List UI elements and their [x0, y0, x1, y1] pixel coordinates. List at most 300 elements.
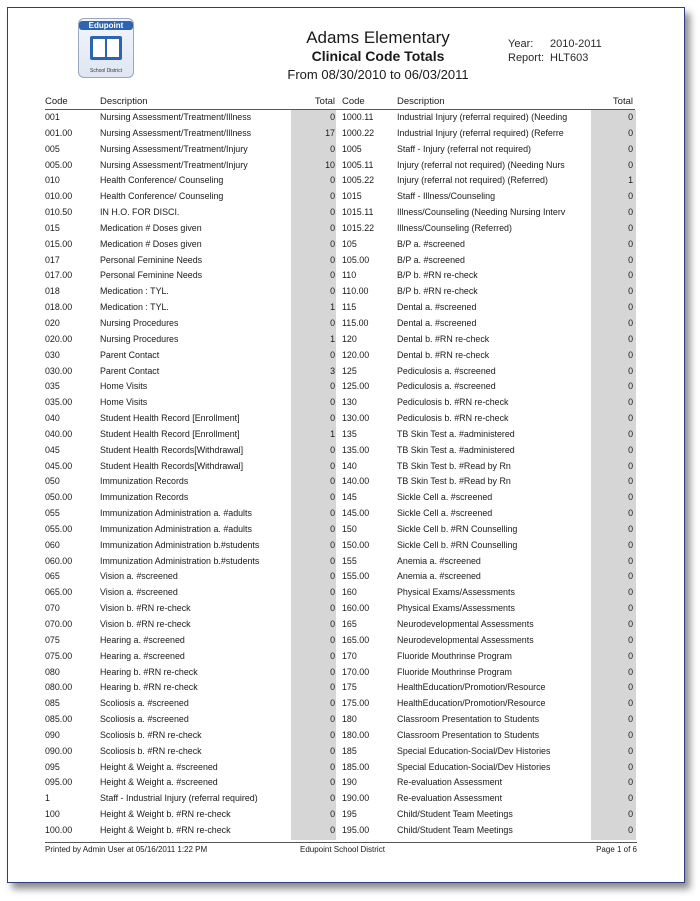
row-code: 050.00: [45, 492, 73, 503]
row-description-2: Anemia a. #screened: [397, 555, 481, 566]
row-total-2: 0: [628, 809, 633, 820]
row-total-2: 0: [628, 587, 633, 598]
row-total: 0: [330, 492, 335, 503]
row-description-2: HealthEducation/Promotion/Resource: [397, 698, 546, 709]
row-total-2: 0: [628, 476, 633, 487]
row-total: 10: [325, 159, 335, 170]
row-total: 0: [330, 650, 335, 661]
table-row: [45, 253, 635, 269]
row-description: Parent Contact: [100, 365, 160, 376]
row-description-2: Fluoride Mouthrinse Program: [397, 666, 512, 677]
row-code: 055: [45, 508, 60, 519]
table-row: [45, 126, 635, 142]
row-description-2: TB Skin Test b. #Read by Rn: [397, 460, 511, 471]
table-row: [45, 506, 635, 522]
row-total-2: 0: [628, 317, 633, 328]
table-row: [45, 379, 635, 395]
row-code: 010.00: [45, 191, 73, 202]
row-code-2: 165: [342, 619, 357, 629]
row-total: 0: [330, 413, 335, 424]
row-description: Hearing a. #screened: [100, 650, 185, 661]
row-description-2: TB Skin Test b. #Read by Rn: [397, 476, 511, 487]
table-row: [45, 142, 635, 158]
table-row: [45, 696, 635, 712]
row-code: 095: [45, 761, 60, 772]
row-code-2: 115: [342, 302, 357, 313]
row-code-2: 170: [342, 650, 357, 661]
row-code-2: 145: [342, 492, 357, 503]
row-total: 0: [330, 761, 335, 772]
row-code: 100.00: [45, 824, 73, 835]
table-row: [45, 459, 635, 475]
row-code: 010.50: [45, 207, 73, 218]
row-description-2: Anemia a. #screened: [397, 571, 481, 582]
row-description: Immunization Administration b.#students: [100, 539, 260, 550]
row-total-2: 0: [628, 571, 633, 582]
table-row: [45, 316, 635, 332]
table-row: [45, 712, 635, 728]
row-code-2: 1015.22: [342, 222, 375, 233]
table-row: [45, 474, 635, 490]
table-row: [45, 665, 635, 681]
row-code: 045.00: [45, 460, 73, 471]
row-description-2: Injury (referral not required) (Needing Nurs: [397, 159, 565, 170]
row-description: Scoliosis b. #RN re-check: [100, 745, 202, 756]
row-total: 0: [330, 286, 335, 297]
row-description-2: Special Education-Social/Dev Histories: [397, 761, 551, 772]
table-row: [45, 237, 635, 253]
edupoint-logo: [78, 18, 134, 78]
row-description: Nursing Assessment/Treatment/Illness: [100, 127, 252, 138]
table-row: [45, 268, 635, 284]
row-description-2: Neurodevelopmental Assessments: [397, 619, 534, 629]
row-description: Height & Weight b. #RN re-check: [100, 809, 231, 820]
row-code-2: 125.00: [342, 381, 370, 392]
row-description-2: B/P b. #RN re-check: [397, 286, 478, 297]
row-total-2: 0: [628, 286, 633, 297]
row-total-2: 0: [628, 381, 633, 392]
printed-by: Printed by Admin User at 05/16/2011 1:22 PM: [45, 845, 208, 854]
row-description: Nursing Assessment/Treatment/Injury: [100, 143, 248, 154]
row-total: 1: [330, 428, 335, 439]
row-total-2: 0: [628, 222, 633, 233]
row-total-2: 0: [628, 523, 633, 534]
row-code-2: 160: [342, 587, 357, 598]
row-description: Student Health Record [Enrollment]: [100, 428, 240, 439]
row-description-2: Industrial Injury (referral required) (Referre: [397, 127, 564, 138]
row-total: 0: [330, 539, 335, 550]
row-total-2: 0: [628, 539, 633, 550]
date-range: From 08/30/2010 to 06/03/2011: [287, 67, 469, 82]
row-code: 075.00: [45, 650, 73, 661]
row-description: Hearing b. #RN re-check: [100, 666, 198, 677]
row-description-2: Special Education-Social/Dev Histories: [397, 745, 551, 756]
row-code-2: 120: [342, 333, 357, 344]
row-total: 0: [330, 222, 335, 233]
row-code: 070: [45, 603, 60, 614]
row-total: 0: [330, 112, 335, 122]
row-code: 090: [45, 729, 60, 740]
row-description: Medication : TYL.: [100, 286, 169, 297]
row-description: Home Visits: [100, 381, 148, 392]
row-code: 040: [45, 413, 60, 424]
row-code-2: 1000.11: [342, 112, 374, 122]
row-total: 0: [330, 238, 335, 249]
row-description-2: Pediculosis b. #RN re-check: [397, 397, 509, 408]
table-row: [45, 807, 635, 823]
row-description-2: Dental a. #screened: [397, 317, 477, 328]
row-total-2: 0: [628, 428, 633, 439]
row-total: 0: [330, 587, 335, 598]
row-total-2: 0: [628, 349, 633, 360]
row-total: 0: [330, 714, 335, 725]
row-total-2: 0: [628, 333, 633, 344]
row-total-2: 0: [628, 698, 633, 709]
row-total: 0: [330, 476, 335, 487]
row-description-2: B/P a. #screened: [397, 254, 465, 265]
table-row: [45, 348, 635, 364]
row-description: Student Health Records[Withdrawal]: [100, 444, 244, 455]
row-total-2: 0: [628, 191, 633, 202]
row-total: 0: [330, 254, 335, 265]
row-total: 0: [330, 175, 335, 186]
row-description: Immunization Records: [100, 476, 189, 487]
row-total-2: 0: [628, 112, 633, 122]
row-code-2: 180: [342, 714, 357, 725]
row-total-2: 0: [628, 397, 633, 408]
table-row: [45, 395, 635, 411]
table-row: [45, 633, 635, 649]
row-total: 0: [330, 793, 335, 804]
row-description: Scoliosis b. #RN re-check: [100, 729, 202, 740]
table-row: [45, 443, 635, 459]
row-total-2: 0: [628, 159, 633, 170]
row-code: 100: [45, 809, 60, 820]
row-total: 0: [330, 508, 335, 519]
row-total-2: 0: [628, 793, 633, 804]
report-title: Clinical Code Totals: [311, 48, 445, 64]
row-description: Student Health Records[Withdrawal]: [100, 460, 244, 471]
row-description: Parent Contact: [100, 349, 160, 360]
row-description: Medication : TYL.: [100, 302, 169, 313]
row-code-2: 125: [342, 365, 357, 376]
row-code-2: 135: [342, 428, 357, 439]
row-code-2: 1005.11: [342, 159, 374, 170]
row-code: 040.00: [45, 428, 73, 439]
table-row: [45, 110, 635, 126]
row-description-2: Illness/Counseling (Referred): [397, 222, 512, 233]
table-row: [45, 173, 635, 189]
row-total-2: 0: [628, 270, 633, 281]
column-header-code: Code: [45, 96, 68, 107]
row-code: 030.00: [45, 365, 73, 376]
row-description: Nursing Procedures: [100, 317, 179, 328]
row-code-2: 180.00: [342, 729, 370, 740]
page-number: Page 1 of 6: [596, 845, 637, 854]
row-description: Medication # Doses given: [100, 238, 202, 249]
row-total: 0: [330, 666, 335, 677]
row-total-2: 0: [628, 238, 633, 249]
row-total: 0: [330, 619, 335, 629]
row-code: 035.00: [45, 397, 73, 408]
report-value: HLT603: [550, 52, 589, 64]
row-total: 0: [330, 460, 335, 471]
row-total: 0: [330, 682, 335, 693]
table-row: [45, 538, 635, 554]
row-total-2: 0: [628, 824, 633, 835]
row-code: 075: [45, 634, 60, 645]
row-code: 020.00: [45, 333, 73, 344]
row-description: Vision b. #RN re-check: [100, 603, 191, 614]
row-code-2: 110: [342, 270, 357, 281]
row-code: 001: [45, 112, 60, 122]
table-row: [45, 680, 635, 696]
row-code-2: 135.00: [342, 444, 370, 455]
row-description-2: HealthEducation/Promotion/Resource: [397, 682, 546, 693]
row-total-2: 0: [628, 143, 633, 154]
row-description-2: Neurodevelopmental Assessments: [397, 634, 534, 645]
row-description-2: TB Skin Test a. #administered: [397, 444, 515, 455]
row-description-2: Sickle Cell a. #screened: [397, 492, 493, 503]
row-description-2: B/P a. #screened: [397, 238, 465, 249]
school-name: Adams Elementary: [306, 28, 450, 47]
row-description-2: Classroom Presentation to Students: [397, 729, 540, 740]
row-code: 017.00: [45, 270, 73, 281]
table-row: [45, 585, 635, 601]
row-code: 080.00: [45, 682, 73, 693]
row-code-2: 1015: [342, 191, 362, 202]
row-description-2: Dental b. #RN re-check: [397, 333, 490, 344]
row-description: Height & Weight b. #RN re-check: [100, 824, 231, 835]
row-total: 0: [330, 634, 335, 645]
row-code-2: 170.00: [342, 666, 370, 677]
table-row: [45, 158, 635, 174]
row-total-2: 0: [628, 127, 633, 138]
report-meta: [508, 37, 602, 65]
row-total-2: 0: [628, 761, 633, 772]
table-row: [45, 490, 635, 506]
row-description-2: Sickle Cell a. #screened: [397, 508, 493, 519]
row-description: Health Conference/ Counseling: [100, 175, 224, 186]
row-code: 045: [45, 444, 60, 455]
row-description-2: Sickle Cell b. #RN Counselling: [397, 523, 518, 534]
row-total: 0: [330, 381, 335, 392]
row-code: 060.00: [45, 555, 73, 566]
row-code-2: 140: [342, 460, 357, 471]
column-header-code-2: Code: [342, 96, 365, 107]
row-description: Medication # Doses given: [100, 222, 202, 233]
row-description: Immunization Administration a. #adults: [100, 508, 252, 519]
row-total: 0: [330, 777, 335, 788]
column-header-total: Total: [314, 96, 335, 107]
row-total: 0: [330, 191, 335, 202]
row-total: 0: [330, 698, 335, 709]
row-code: 015: [45, 222, 60, 233]
row-total-2: 0: [628, 603, 633, 614]
table-row: [45, 427, 635, 443]
row-code-2: 155.00: [342, 571, 370, 582]
table-row: [45, 569, 635, 585]
row-code-2: 1015.11: [342, 207, 374, 218]
row-code: 018: [45, 286, 60, 297]
row-total-2: 0: [628, 444, 633, 455]
row-description: Home Visits: [100, 397, 148, 408]
row-total: 0: [330, 397, 335, 408]
row-total-2: 0: [628, 460, 633, 471]
table-row: [45, 617, 635, 633]
column-header-total-2: Total: [612, 96, 633, 107]
row-total: 0: [330, 349, 335, 360]
row-total: 0: [330, 523, 335, 534]
table-header: [45, 96, 635, 110]
row-code: 070.00: [45, 619, 73, 629]
row-code-2: 150.00: [342, 539, 370, 550]
row-description-2: Pediculosis b. #RN re-check: [397, 413, 509, 424]
table-row: [45, 300, 635, 316]
row-code: 085.00: [45, 714, 73, 725]
logo-subtext: School District: [90, 68, 122, 74]
row-description-2: Staff - Injury (referral not required): [397, 143, 532, 154]
row-code-2: 160.00: [342, 603, 370, 614]
row-total: 1: [330, 302, 335, 313]
row-code-2: 130.00: [342, 413, 370, 424]
row-total: 0: [330, 317, 335, 328]
row-code: 050: [45, 476, 60, 487]
row-description: Immunization Administration a. #adults: [100, 523, 252, 534]
book-icon: [90, 36, 122, 60]
row-total: 0: [330, 824, 335, 835]
row-code-2: 1000.22: [342, 127, 375, 138]
row-code: 030: [45, 349, 60, 360]
row-code-2: 1005: [342, 143, 362, 154]
table-row: [45, 332, 635, 348]
row-description: Hearing a. #screened: [100, 634, 185, 645]
row-total: 0: [330, 143, 335, 154]
row-code-2: 185: [342, 745, 357, 756]
row-description: Personal Feminine Needs: [100, 270, 203, 281]
row-total: 17: [325, 127, 335, 138]
report-title-block: [228, 28, 528, 84]
row-description: Immunization Administration b.#students: [100, 555, 260, 566]
report-label: Report:: [508, 52, 545, 64]
table-row: [45, 221, 635, 237]
row-description-2: Pediculosis a. #screened: [397, 381, 496, 392]
table-row: [45, 364, 635, 380]
row-description: IN H.O. FOR DISCI.: [100, 207, 180, 218]
table-row: [45, 601, 635, 617]
row-code: 080: [45, 666, 60, 677]
column-header-description: Description: [100, 96, 148, 107]
row-description: Hearing b. #RN re-check: [100, 682, 198, 693]
row-total-2: 0: [628, 745, 633, 756]
row-code-2: 175: [342, 682, 357, 693]
row-description-2: Child/Student Team Meetings: [397, 809, 513, 820]
row-code-2: 190: [342, 777, 357, 788]
table-row: [45, 284, 635, 300]
row-description: Student Health Record [Enrollment]: [100, 413, 240, 424]
table-row: [45, 205, 635, 221]
row-code-2: 145.00: [342, 508, 370, 519]
row-total-2: 0: [628, 714, 633, 725]
row-description: Vision a. #screened: [100, 587, 178, 598]
row-total: 0: [330, 603, 335, 614]
row-description-2: Industrial Injury (referral required) (Needing: [397, 112, 568, 122]
row-description: Nursing Assessment/Treatment/Illness: [100, 112, 252, 122]
table-row: [45, 744, 635, 760]
row-total: 0: [330, 270, 335, 281]
row-code: 010: [45, 175, 60, 186]
row-description-2: Physical Exams/Assessments: [397, 587, 515, 598]
table-row: [45, 411, 635, 427]
row-code-2: 195.00: [342, 824, 370, 835]
row-code: 001.00: [45, 127, 73, 138]
row-code: 1: [45, 793, 50, 804]
row-total-2: 1: [628, 175, 633, 186]
table-row: [45, 522, 635, 538]
year-value: 2010-2011: [550, 38, 602, 50]
table-row: [45, 775, 635, 791]
row-code-2: 110.00: [342, 286, 369, 297]
row-total: 0: [330, 745, 335, 756]
row-code: 018.00: [45, 302, 73, 313]
row-total-2: 0: [628, 666, 633, 677]
row-total-2: 0: [628, 508, 633, 519]
row-code: 055.00: [45, 523, 73, 534]
row-description: Nursing Assessment/Treatment/Injury: [100, 159, 248, 170]
row-total: 0: [330, 571, 335, 582]
district-name: Edupoint School District: [300, 845, 385, 854]
row-total: 0: [330, 729, 335, 740]
row-description: Nursing Procedures: [100, 333, 179, 344]
row-description: Vision a. #screened: [100, 571, 178, 582]
table-row: [45, 791, 635, 807]
row-description-2: Injury (referral not required) (Referred): [397, 175, 548, 186]
column-header-description-2: Description: [397, 96, 445, 107]
row-total-2: 0: [628, 254, 633, 265]
row-code-2: 195: [342, 809, 357, 820]
row-description-2: Illness/Counseling (Needing Nursing Interv: [397, 207, 566, 218]
row-description: Vision b. #RN re-check: [100, 619, 191, 629]
row-code: 015.00: [45, 238, 73, 249]
table-row: [45, 649, 635, 665]
row-description: Height & Weight a. #screened: [100, 777, 218, 788]
year-row: [508, 37, 602, 51]
table-row: [45, 760, 635, 776]
row-total-2: 0: [628, 777, 633, 788]
report-row: [508, 51, 602, 65]
row-description-2: Sickle Cell b. #RN Counselling: [397, 539, 518, 550]
row-code: 065.00: [45, 587, 73, 598]
row-description-2: B/P b. #RN re-check: [397, 270, 478, 281]
row-description: Scoliosis a. #screened: [100, 698, 189, 709]
row-code-2: 140.00: [342, 476, 370, 487]
row-total: 0: [330, 809, 335, 820]
row-code-2: 165.00: [342, 634, 370, 645]
row-total: 1: [330, 333, 335, 344]
row-code-2: 1005.22: [342, 175, 375, 186]
table-row: [45, 554, 635, 570]
row-code: 085: [45, 698, 60, 709]
row-total-2: 0: [628, 650, 633, 661]
row-total-2: 0: [628, 302, 633, 313]
row-total-2: 0: [628, 492, 633, 503]
row-code-2: 120.00: [342, 349, 370, 360]
row-code: 005: [45, 143, 60, 154]
row-description-2: Pediculosis a. #screened: [397, 365, 496, 376]
row-total: 0: [330, 555, 335, 566]
row-code-2: 105.00: [342, 254, 370, 265]
row-description: Scoliosis a. #screened: [100, 714, 189, 725]
